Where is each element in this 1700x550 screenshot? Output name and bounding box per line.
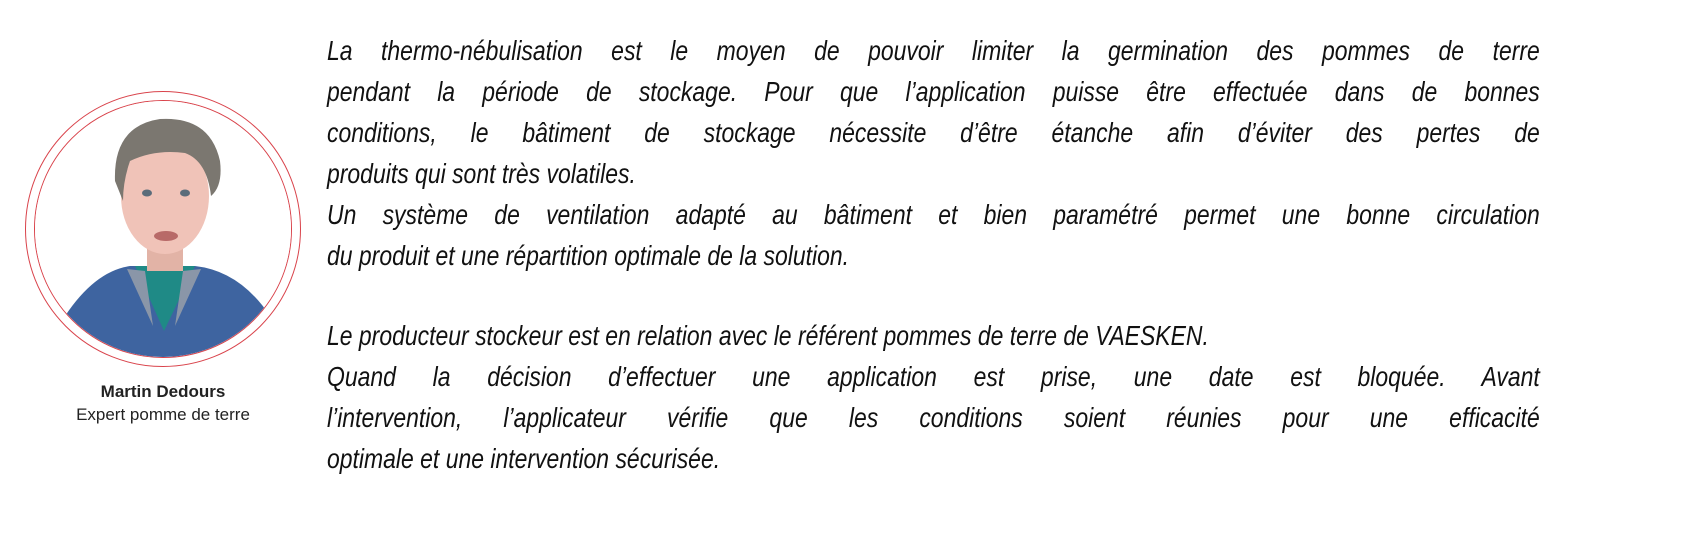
- text-line: Un système de ventilation adapté au bâtiment et bien paramétré permet une bonne circulation: [327, 199, 1540, 230]
- article-text: [327, 30, 1540, 479]
- paragraph-producteur: [327, 315, 1540, 479]
- paragraph-thermo-nebulisation: [327, 30, 1540, 276]
- text-line: La thermo-nébulisation est le moyen de pouvoir limiter la germination des pommes de terre: [327, 35, 1540, 66]
- text-line: Le producteur stockeur est en relation avec le référent pommes de terre de VAESKEN.: [327, 320, 1209, 351]
- profile-name: Martin Dedours: [100, 382, 226, 401]
- text-line: conditions, le bâtiment de stockage nécessite d’être étanche afin d’éviter des pertes de: [327, 117, 1540, 148]
- person-portrait-icon: [35, 101, 292, 358]
- text-line: Quand la décision d’effectuer une application est prise, une date est bloquée. Avant: [327, 361, 1540, 392]
- text-line: du produit et une répartition optimale de la solution.: [327, 240, 850, 271]
- profile-avatar: [25, 91, 301, 367]
- text-line: produits qui sont très volatiles.: [327, 158, 636, 189]
- avatar-photo: [34, 100, 292, 358]
- text-line: pendant la période de stockage. Pour que l’application puisse être effectuée dans de bonnes: [327, 76, 1540, 107]
- profile-role: Expert pomme de terre: [76, 405, 250, 424]
- text-line: l’intervention, l’applicateur vérifie que les conditions soient réunies pour une efficacité: [327, 402, 1540, 433]
- text-line: optimale et une intervention sécurisée.: [327, 443, 721, 474]
